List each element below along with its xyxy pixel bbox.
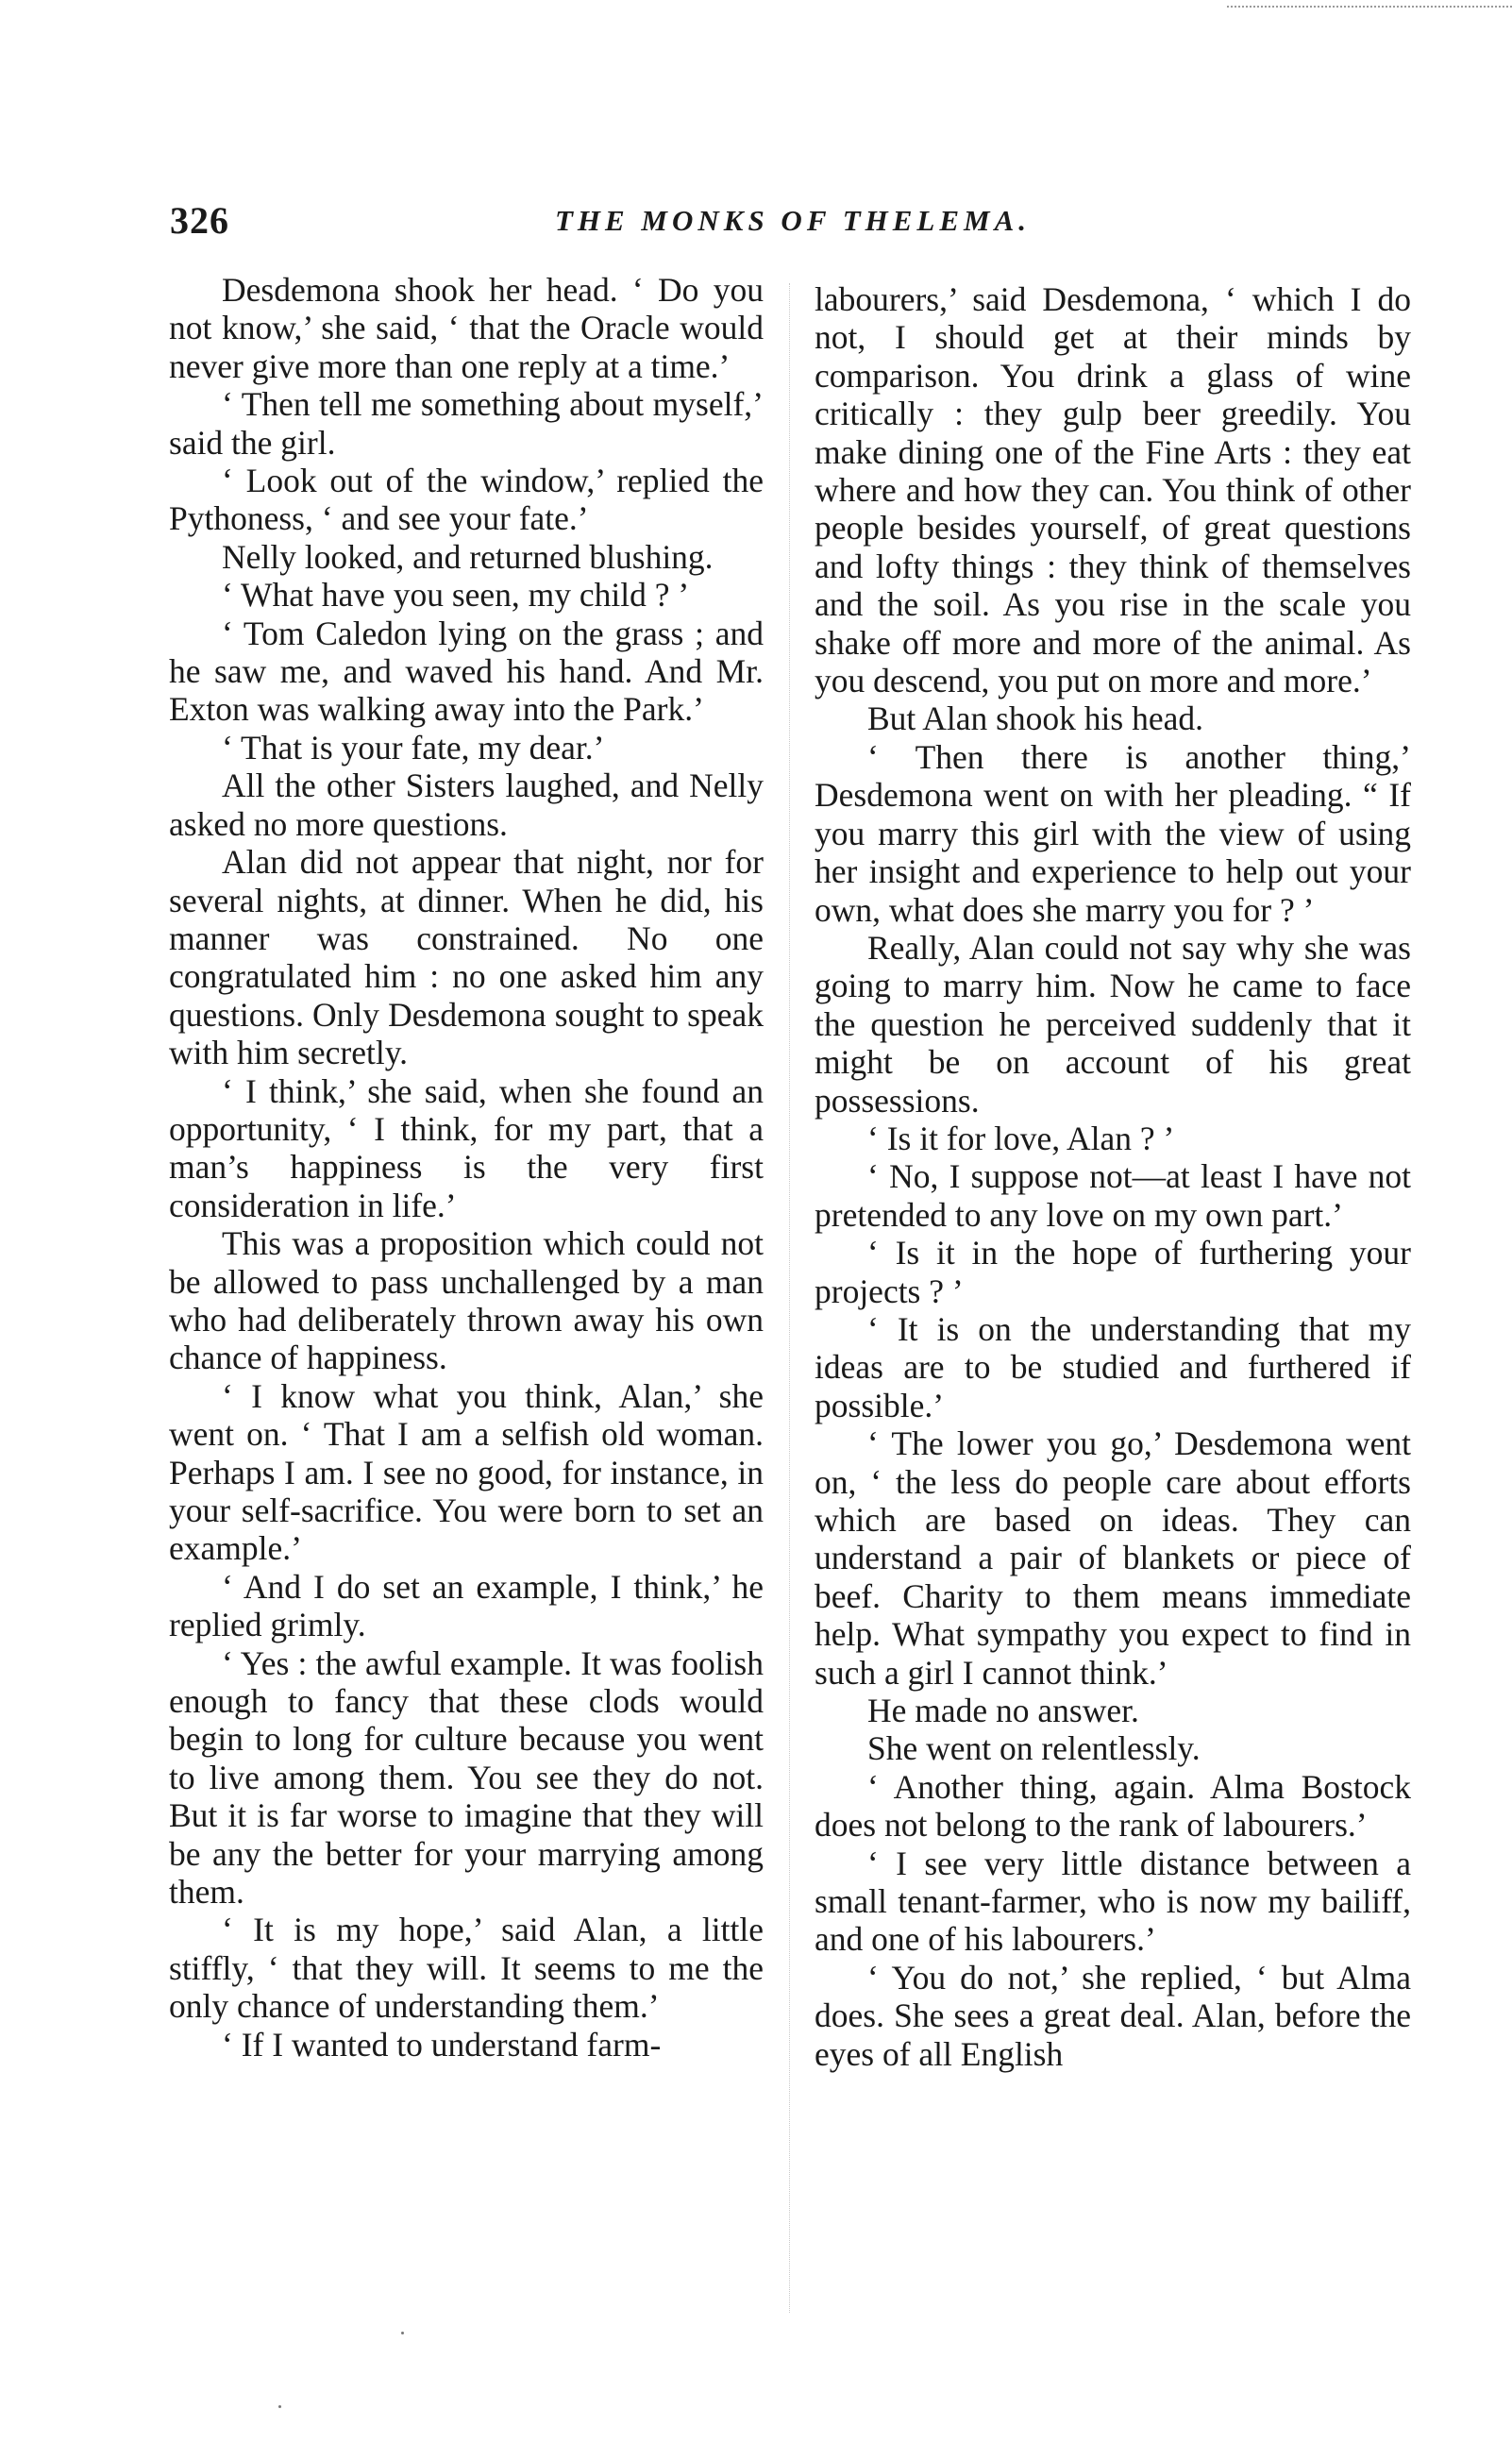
paragraph: ‘ You do not,’ she replied, ‘ but Alma does. She sees a great deal. Alan, before the eyes of all English [815, 1958, 1411, 2073]
paragraph: ‘ The lower you go,’ Desdemona went on, ‘ the less do people care about efforts which are based on ideas. They can understand a pair of blankets or piece of beef. Charity to them means immediate help. What sympathy you expect to find in such a girl I cannot think.’ [815, 1424, 1411, 1692]
paragraph: He made no answer. [867, 1692, 1139, 1730]
paragraph: ‘ If I wanted to understand farm- [222, 2025, 662, 2064]
column-gutter [789, 283, 790, 2313]
running-title: THE MONKS OF THELEMA. [554, 204, 1032, 237]
paragraph: All the other Sisters laughed, and Nelly asked no more questions. [169, 767, 764, 843]
paragraph: ‘ Tom Caledon lying on the grass ; and he saw me, and waved his hand. And Mr. Exton was walking away into the Park.’ [169, 614, 764, 729]
continued-paragraph: labourers,’ said Desdemona, ‘ which I do not, I should get at their minds by comparison. You drink a glass of wine critically : they gulp beer greedily. You make dining one of the Fine Arts : they eat where and how they can. You think of other people besides yourself, of great questions and lofty things : they think of themselves and the soil. As you rise in the scale you shake off more and more of the animal. As you descend, you put on more and more.’ [815, 280, 1411, 700]
paragraph: ‘ No, I suppose not—at least I have not pretended to any love on my own part.’ [815, 1157, 1411, 1234]
right-column [815, 280, 1411, 2395]
paragraph: ‘ What have you seen, my child ? ’ [222, 576, 690, 615]
paper-speck [278, 2405, 281, 2408]
page-number: 326 [170, 199, 229, 242]
paragraph: ‘ I know what you think, Alan,’ she went on. ‘ That I am a selfish old woman. Perhaps I am. I see no good, for instance, in your self-sacrifice. You were born to set an example.’ [169, 1376, 764, 1568]
paragraph: ‘ That is your fate, my dear.’ [222, 728, 605, 767]
paragraph: ‘ Then there is another thing,’ Desdemona went on with her pleading. “ If you marry this girl with the view of using her insight and experience to help out your own, what does she marry you for ? ’ [815, 737, 1411, 929]
paragraph: This was a proposition which could not be allowed to pass unchallenged by a man who had deliberately thrown away his own chance of happiness. [169, 1224, 764, 1377]
paragraph: ‘ Another thing, again. Alma Bostock does not belong to the rank of labourers.’ [815, 1767, 1411, 1845]
paragraph: ‘ And I do set an example, I think,’ he replied grimly. [169, 1567, 764, 1644]
paragraph: ‘ It is my hope,’ said Alan, a little stiffly, ‘ that they will. It seems to me the only chance of understanding them.’ [169, 1911, 764, 2026]
paragraph: ‘ I see very little distance between a small tenant-farmer, who is now my bailiff, and one of his labourers.’ [815, 1844, 1411, 1959]
left-column [169, 271, 764, 2385]
top-edge-rule [1227, 6, 1512, 8]
paragraph: She went on relentlessly. [867, 1729, 1201, 1768]
paper-speck [401, 2332, 404, 2334]
paragraph: Nelly looked, and returned blushing. [222, 537, 714, 576]
paragraph: ‘ Then tell me something about myself,’ said the girl. [169, 385, 764, 462]
paragraph: Alan did not appear that night, nor for several nights, at dinner. When he did, his manner was constrained. No one congratulated him : no one asked him any questions. Only Desdemona sought to speak with him secretly. [169, 843, 764, 1072]
paragraph: ‘ It is on the understanding that my ideas are to be studied and furthered if possible.’ [815, 1309, 1411, 1424]
paragraph: ‘ Is it in the hope of furthering your projects ? ’ [815, 1234, 1411, 1310]
paragraph: But Alan shook his head. [867, 699, 1203, 738]
page-header [170, 198, 1416, 255]
paragraph: ‘ Look out of the window,’ replied the Pythoness, ‘ and see your fate.’ [169, 462, 764, 538]
paragraph: ‘ I think,’ she said, when she found an opportunity, ‘ I think, for my part, that a man’s happiness is the very first consideration in life.’ [169, 1071, 764, 1224]
paragraph: Really, Alan could not say why she was going to marry him. Now he came to face the question he perceived suddenly that it might be on account of his great possessions. [815, 928, 1411, 1120]
paragraph: ‘ Yes : the awful example. It was foolish enough to fancy that these clods would begin to long for culture because you went to live among them. You see they do not. But it is far worse to imagine that they will be any the better for your marrying among them. [169, 1643, 764, 1912]
paragraph: ‘ Is it for love, Alan ? ’ [867, 1119, 1175, 1157]
paragraph: Desdemona shook her head. ‘ Do you not know,’ she said, ‘ that the Oracle would never give more than one reply at a time.’ [169, 271, 764, 385]
